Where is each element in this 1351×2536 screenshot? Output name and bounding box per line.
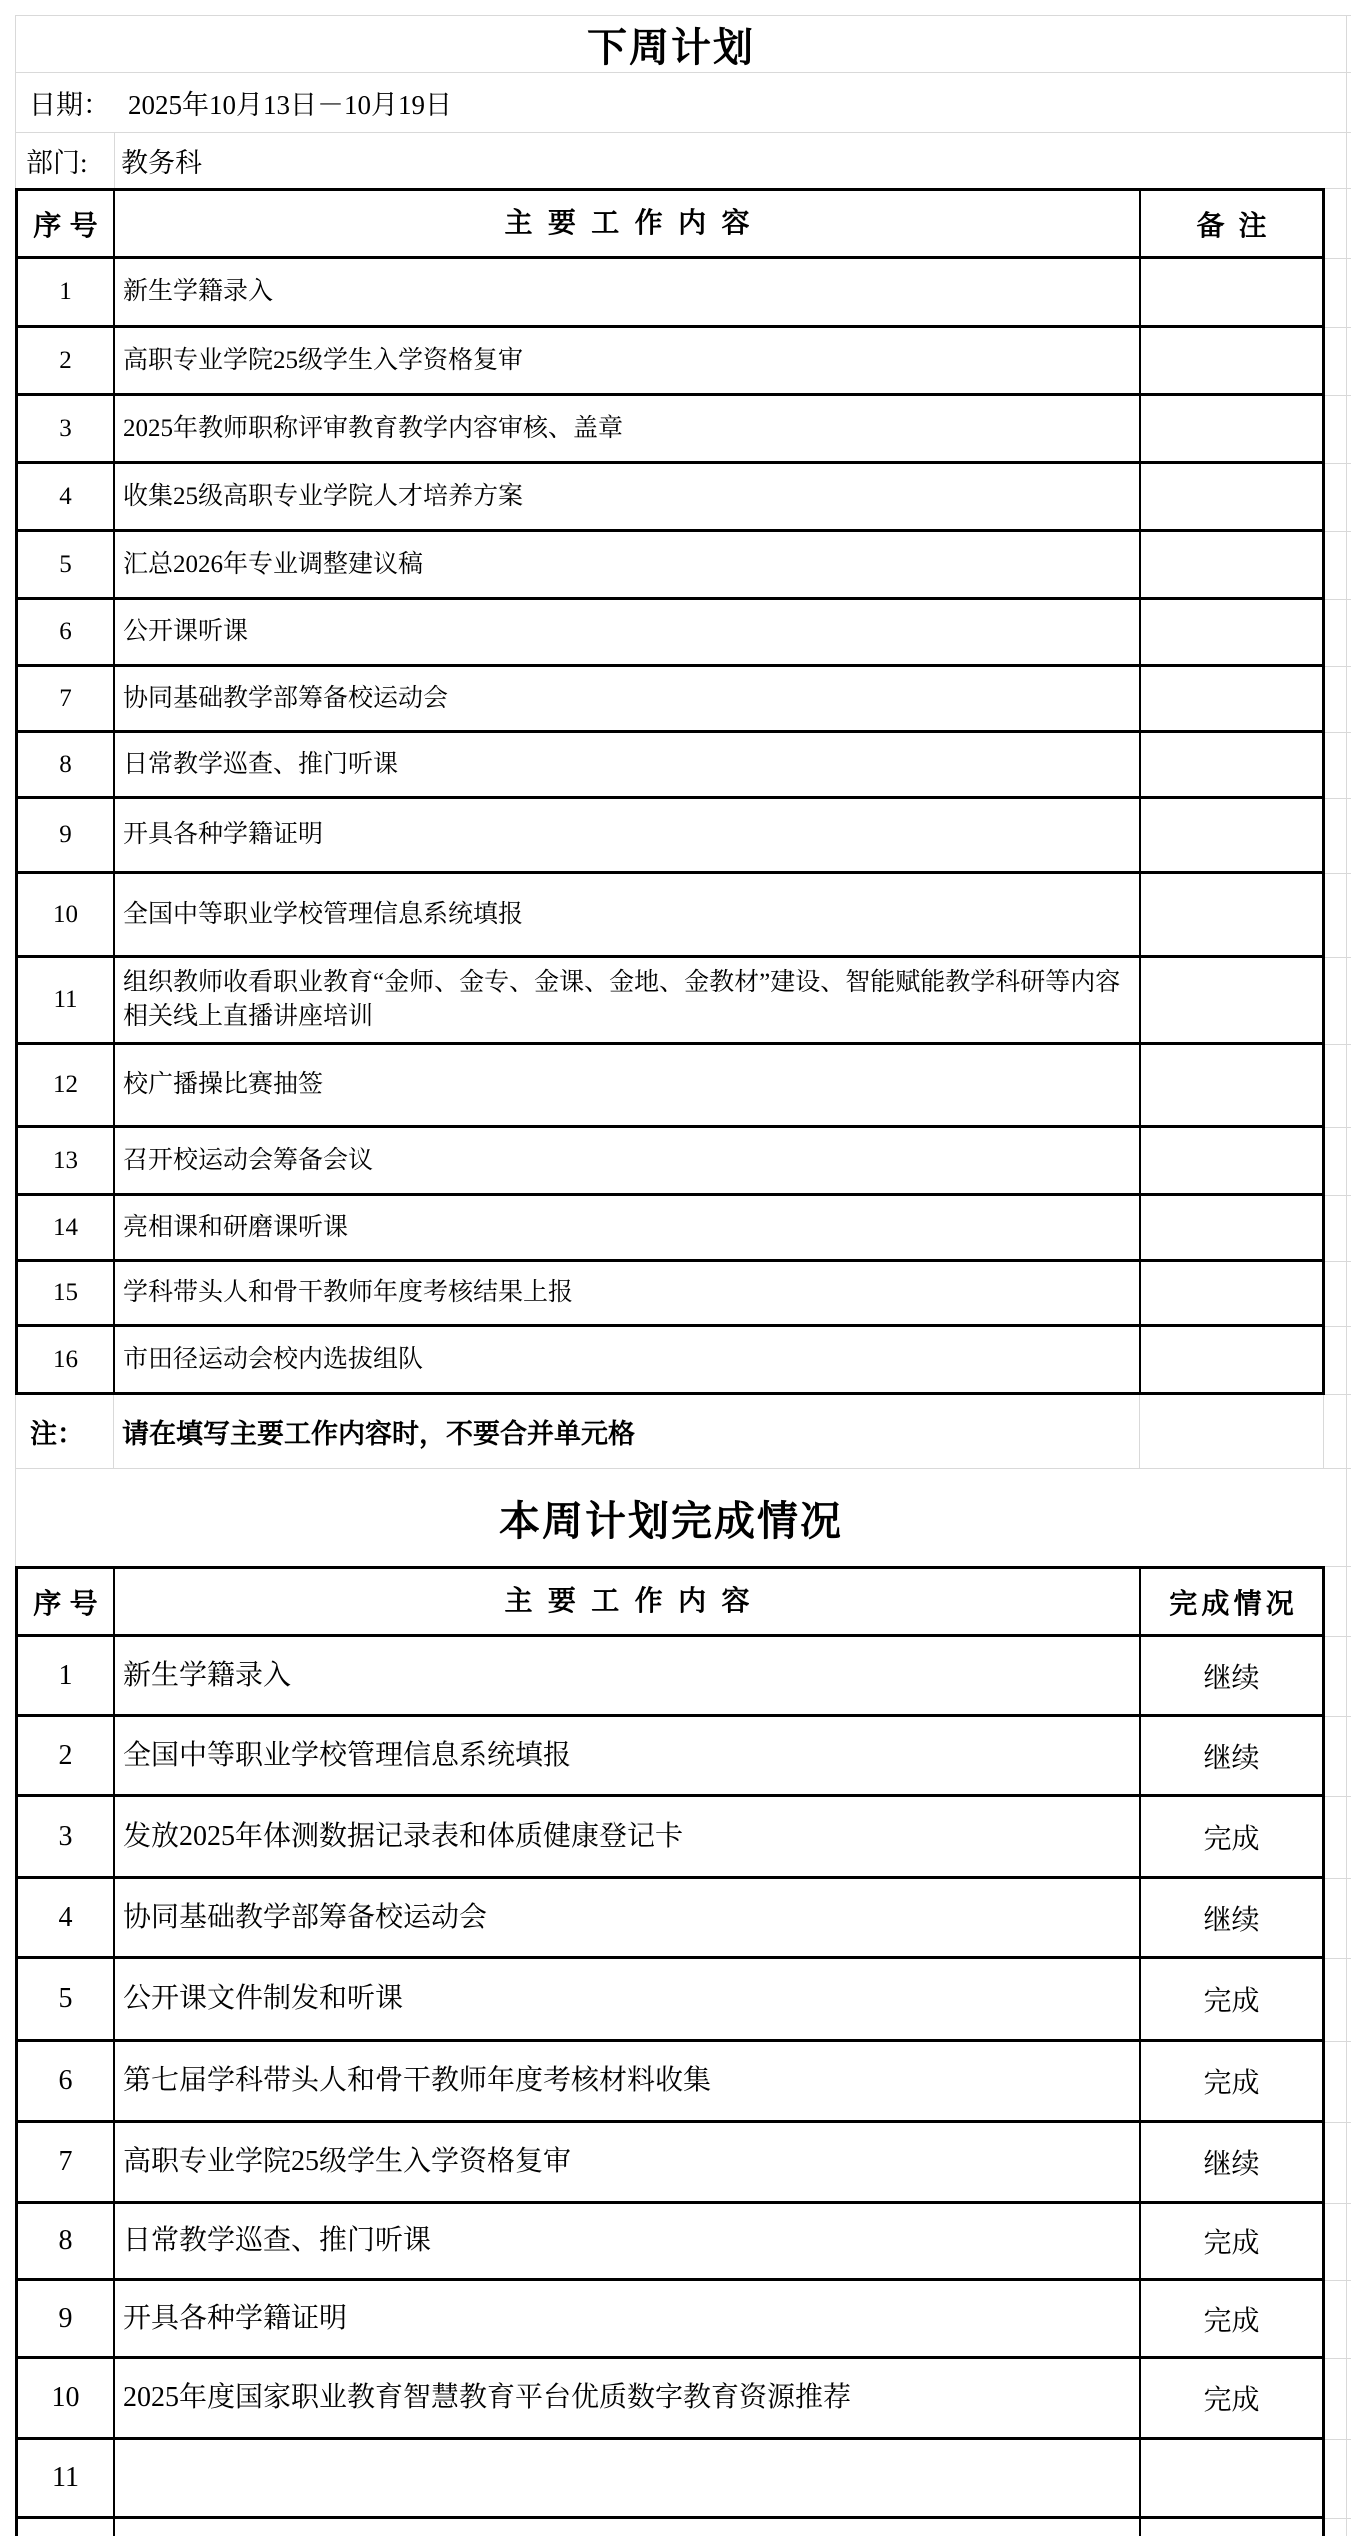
gutter-cell — [1325, 2123, 1351, 2204]
cell-serial — [15, 799, 115, 874]
gutter-cell — [1325, 874, 1351, 958]
cell-serial-text: 10 — [51, 2382, 80, 2413]
note-empty-cell — [1140, 1395, 1324, 1468]
cell-serial — [15, 1196, 115, 1262]
cell-content — [115, 2204, 1141, 2281]
table-row — [15, 1196, 1351, 1262]
cell-content — [115, 1637, 1141, 1717]
cell-content — [115, 2519, 1141, 2536]
gutter-cell — [1325, 2042, 1351, 2123]
cell-content-text: 汇总2026年专业调整建议稿 — [123, 550, 424, 578]
cell-content-text: 公开课听课 — [123, 618, 249, 646]
gutter-cell — [1325, 2440, 1351, 2519]
cell-serial — [15, 600, 115, 667]
cell-content — [115, 2440, 1141, 2519]
cell-content — [115, 1045, 1141, 1128]
this-week-title-row — [15, 1469, 1351, 1566]
table-row — [15, 733, 1351, 799]
cell-status — [1141, 2204, 1325, 2281]
cell-serial — [15, 1879, 115, 1959]
cell-serial-text: 9 — [58, 2302, 73, 2334]
table-row — [15, 1879, 1351, 1959]
header-content-label: 主要工作内容 — [504, 1585, 765, 1617]
cell-content-text: 第七届学科带头人和骨干教师年度考核材料收集 — [123, 2065, 712, 2097]
cell-serial-text: 1 — [59, 278, 72, 305]
table-row — [15, 532, 1351, 600]
next-week-title-row — [15, 15, 1351, 73]
cell-serial — [15, 2281, 115, 2359]
cell-status — [1141, 1797, 1325, 1879]
cell-content — [115, 464, 1141, 532]
cell-content-text: 收集25级高职专业学院人才培养方案 — [123, 482, 524, 510]
header-serial-label: 序号 — [33, 210, 107, 242]
cell-content-text: 亮相课和研磨课听课 — [123, 1213, 349, 1241]
cell-serial-text: 10 — [53, 900, 78, 928]
header-serial — [15, 1566, 115, 1637]
cell-content-text: 市田径运动会校内选拔组队 — [123, 1345, 424, 1373]
table-row — [15, 600, 1351, 667]
cell-content — [115, 958, 1141, 1045]
cell-content — [115, 396, 1141, 464]
gutter-cell — [1325, 1879, 1351, 1959]
cell-remark — [1141, 259, 1325, 328]
cell-status — [1141, 2519, 1325, 2536]
gutter-cell — [1325, 2281, 1351, 2359]
cell-status — [1141, 2440, 1325, 2519]
cell-serial — [15, 259, 115, 328]
cell-serial — [15, 733, 115, 799]
table-next-week — [15, 188, 1351, 1395]
cell-remark — [1141, 958, 1325, 1045]
cell-status — [1141, 2359, 1325, 2440]
cell-remark — [1141, 532, 1325, 600]
table-row — [15, 874, 1351, 958]
section-title: 本周计划完成情况 — [499, 1498, 843, 1544]
department-value: 教务科 — [114, 133, 1351, 188]
cell-serial-text: 12 — [53, 1071, 78, 1098]
cell-serial — [15, 1327, 115, 1395]
cell-serial-text: 7 — [59, 684, 72, 712]
table-row — [15, 1128, 1351, 1196]
cell-content-text: 日常教学巡查、推门听课 — [123, 2225, 432, 2257]
header-status — [1141, 1566, 1325, 1637]
gutter-cell — [1325, 733, 1351, 799]
cell-serial-text: 8 — [59, 750, 72, 778]
cell-remark — [1141, 396, 1325, 464]
cell-content-text: 2025年度国家职业教育智慧教育平台优质数字教育资源推荐 — [123, 2382, 852, 2414]
header-remark — [1141, 188, 1325, 259]
cell-status — [1141, 1879, 1325, 1959]
cell-serial-text: 13 — [53, 1146, 78, 1174]
cell-content-text: 校广播操比赛抽签 — [123, 1071, 324, 1099]
cell-content-text: 新生学籍录入 — [123, 1659, 292, 1691]
cell-remark — [1141, 874, 1325, 958]
gutter-cell — [1325, 1566, 1351, 1637]
gutter-cell — [1325, 1959, 1351, 2042]
cell-status — [1141, 1637, 1325, 1717]
header-content-label: 主要工作内容 — [504, 207, 765, 239]
cell-content — [115, 874, 1141, 958]
cell-serial-text: 2 — [59, 346, 72, 374]
cell-status-text: 继续 — [1203, 1904, 1260, 1936]
cell-content — [115, 600, 1141, 667]
cell-serial-text: 9 — [59, 821, 72, 848]
note-text: 请在填写主要工作内容时，不要合并单元格 — [114, 1395, 1140, 1468]
cell-content — [115, 1128, 1141, 1196]
note-row — [15, 1395, 1351, 1469]
cell-content — [115, 1262, 1141, 1327]
date-value: 2025年10月13日－10月19日 — [128, 90, 452, 120]
table-body — [15, 259, 1351, 1395]
cell-content — [115, 1717, 1141, 1797]
table-row — [15, 1797, 1351, 1879]
cell-serial — [15, 1959, 115, 2042]
cell-remark — [1141, 1128, 1325, 1196]
cell-status — [1141, 2042, 1325, 2123]
cell-content-text: 高职专业学院25级学生入学资格复审 — [123, 2146, 572, 2178]
cell-serial — [15, 1045, 115, 1128]
table-row — [15, 1327, 1351, 1395]
cell-content — [115, 1196, 1141, 1262]
gutter-cell — [1325, 958, 1351, 1045]
table-row — [15, 464, 1351, 532]
cell-content-text: 日常教学巡查、推门听课 — [123, 750, 399, 778]
cell-content — [115, 1797, 1141, 1879]
cell-serial — [15, 1262, 115, 1327]
table-row — [15, 799, 1351, 874]
cell-serial-text: 11 — [52, 2462, 79, 2493]
gutter-cell — [1325, 532, 1351, 600]
note-label: 注： — [16, 1395, 114, 1468]
date-label: 日期： — [29, 90, 110, 120]
gutter-cell — [1325, 1797, 1351, 1879]
cell-remark — [1141, 1045, 1325, 1128]
gutter-cell — [1325, 1717, 1351, 1797]
cell-status — [1141, 2123, 1325, 2204]
cell-content — [115, 532, 1141, 600]
cell-content-text: 全国中等职业学校管理信息系统填报 — [123, 1739, 572, 1771]
cell-content — [115, 667, 1141, 733]
cell-remark — [1141, 799, 1325, 874]
cell-serial — [15, 328, 115, 396]
table-row — [15, 667, 1351, 733]
next-week-section — [15, 15, 1351, 1469]
cell-serial — [15, 1128, 115, 1196]
table-row — [15, 396, 1351, 464]
cell-serial — [15, 2519, 115, 2536]
gutter-cell — [1325, 1196, 1351, 1262]
gutter-cell — [1325, 600, 1351, 667]
cell-status-text: 完成 — [1203, 2228, 1260, 2259]
cell-remark — [1141, 328, 1325, 396]
cell-content — [115, 733, 1141, 799]
cell-status — [1141, 2281, 1325, 2359]
cell-content-text: 组织教师收看职业教育“金师、金专、金课、金地、金教材”建设、智能赋能教学科研等内容相关线上直播讲座培训 — [123, 969, 1121, 1030]
gutter-cell — [1325, 2359, 1351, 2440]
table-row — [15, 2204, 1351, 2281]
partial-row — [15, 2519, 1351, 2536]
gutter-cell — [1325, 667, 1351, 733]
column-gridline — [1346, 15, 1347, 2536]
cell-content — [115, 2359, 1141, 2440]
cell-status — [1141, 1959, 1325, 2042]
cell-serial-text: 4 — [58, 1901, 73, 1933]
cell-serial — [15, 2440, 115, 2519]
gutter-cell — [1325, 396, 1351, 464]
cell-serial-text: 7 — [58, 2146, 73, 2177]
cell-serial — [15, 464, 115, 532]
cell-content-text: 协同基础教学部筹备校运动会 — [123, 684, 449, 712]
cell-content — [115, 1879, 1141, 1959]
cell-content-text: 学科带头人和骨干教师年度考核结果上报 — [123, 1279, 574, 1307]
cell-serial-text: 11 — [53, 986, 78, 1013]
cell-content — [115, 259, 1141, 328]
cell-serial — [15, 2204, 115, 2281]
cell-content-text: 开具各种学籍证明 — [123, 2302, 348, 2334]
gutter-cell — [1325, 259, 1351, 328]
cell-serial-text: 1 — [58, 1659, 73, 1691]
cell-content — [115, 1327, 1141, 1395]
cell-serial — [15, 2123, 115, 2204]
cell-status — [1141, 1717, 1325, 1797]
gutter-cell — [1325, 1262, 1351, 1327]
gutter-cell — [1325, 2204, 1351, 2281]
cell-remark — [1141, 1262, 1325, 1327]
cell-serial-text: 4 — [59, 482, 72, 510]
cell-content-text: 新生学籍录入 — [123, 278, 274, 306]
gutter-cell — [1325, 464, 1351, 532]
cell-serial-text: 2 — [58, 1739, 73, 1771]
table-body — [15, 1637, 1351, 2536]
cell-serial-text: 14 — [53, 1213, 78, 1241]
date-row — [15, 73, 1351, 133]
department-row — [15, 133, 1351, 188]
cell-serial — [15, 1717, 115, 1797]
cell-serial-text: 3 — [59, 414, 72, 442]
table-row — [15, 2123, 1351, 2204]
cell-serial-text: 8 — [58, 2225, 73, 2256]
cell-remark — [1141, 600, 1325, 667]
cell-content-text: 召开校运动会筹备会议 — [123, 1146, 374, 1174]
cell-status-text: 完成 — [1203, 2385, 1260, 2416]
gutter-cell — [1325, 1045, 1351, 1128]
cell-content — [115, 2123, 1141, 2204]
cell-content — [115, 2281, 1141, 2359]
cell-status-text: 继续 — [1203, 2149, 1260, 2180]
cell-content — [115, 328, 1141, 396]
cell-remark — [1141, 1196, 1325, 1262]
cell-content-text: 公开课文件制发和听课 — [123, 1983, 404, 2015]
header-serial-label: 序号 — [33, 1588, 107, 1620]
table-header-row — [15, 188, 1351, 259]
cell-serial-text: 6 — [59, 618, 72, 645]
cell-serial — [15, 1637, 115, 1717]
header-content — [115, 1566, 1141, 1637]
table-row — [15, 328, 1351, 396]
cell-content-text: 2025年教师职称评审教育教学内容审核、盖章 — [123, 414, 624, 442]
cell-serial — [15, 874, 115, 958]
cell-status-text: 完成 — [1203, 2068, 1260, 2099]
cell-serial-text: 5 — [58, 1983, 73, 2014]
cell-serial — [15, 532, 115, 600]
cell-content-text: 全国中等职业学校管理信息系统填报 — [123, 900, 524, 928]
gutter-cell — [1325, 328, 1351, 396]
table-header-row — [15, 1566, 1351, 1637]
gutter-cell — [1325, 1327, 1351, 1395]
cell-status-text: 继续 — [1203, 1662, 1260, 1694]
cell-content-text: 协同基础教学部筹备校运动会 — [123, 1901, 488, 1933]
header-remark-label: 备注 — [1196, 210, 1281, 242]
table-row — [15, 2359, 1351, 2440]
cell-content — [115, 799, 1141, 874]
table-row — [15, 2042, 1351, 2123]
cell-serial — [15, 1797, 115, 1879]
cell-status-text: 完成 — [1203, 1986, 1260, 2017]
table-row — [15, 259, 1351, 328]
this-week-section — [15, 1469, 1351, 2536]
cell-status-text: 完成 — [1203, 1823, 1260, 1855]
cell-content-text: 开具各种学籍证明 — [123, 821, 324, 849]
table-row — [15, 1262, 1351, 1327]
cell-remark — [1141, 1327, 1325, 1395]
cell-serial — [15, 2359, 115, 2440]
cell-serial — [15, 396, 115, 464]
cell-serial-text: 15 — [53, 1279, 78, 1306]
cell-remark — [1141, 464, 1325, 532]
cell-serial — [15, 667, 115, 733]
header-content — [115, 188, 1141, 259]
cell-content-text: 高职专业学院25级学生入学资格复审 — [123, 346, 524, 374]
cell-remark — [1141, 733, 1325, 799]
gutter-cell — [1325, 1128, 1351, 1196]
cell-remark — [1141, 667, 1325, 733]
cell-content — [115, 1959, 1141, 2042]
cell-serial-text: 3 — [58, 1820, 73, 1852]
table-row — [15, 2281, 1351, 2359]
header-status-label: 完成情况 — [1169, 1588, 1298, 1620]
table-row — [15, 2440, 1351, 2519]
header-serial — [15, 188, 115, 259]
table-row — [15, 1637, 1351, 1717]
table-row — [15, 958, 1351, 1045]
cell-serial-text: 5 — [59, 550, 72, 578]
department-label: 部门: — [26, 148, 88, 178]
cell-content-text: 发放2025年体测数据记录表和体质健康登记卡 — [123, 1820, 684, 1852]
gutter-cell — [1325, 1637, 1351, 1717]
cell-status-text: 继续 — [1203, 1742, 1260, 1774]
page-title: 下周计划 — [587, 24, 755, 70]
table-row — [15, 1959, 1351, 2042]
cell-serial — [15, 958, 115, 1045]
cell-serial — [15, 2042, 115, 2123]
cell-serial-text: 6 — [58, 2065, 73, 2096]
table-this-week — [15, 1566, 1351, 2536]
gutter-cell — [1325, 799, 1351, 874]
cell-serial-text: 16 — [53, 1345, 78, 1373]
gutter-cell — [1325, 188, 1351, 259]
table-row — [15, 1717, 1351, 1797]
cell-content — [115, 2042, 1141, 2123]
table-row — [15, 1045, 1351, 1128]
cell-status-text: 完成 — [1203, 2305, 1260, 2337]
